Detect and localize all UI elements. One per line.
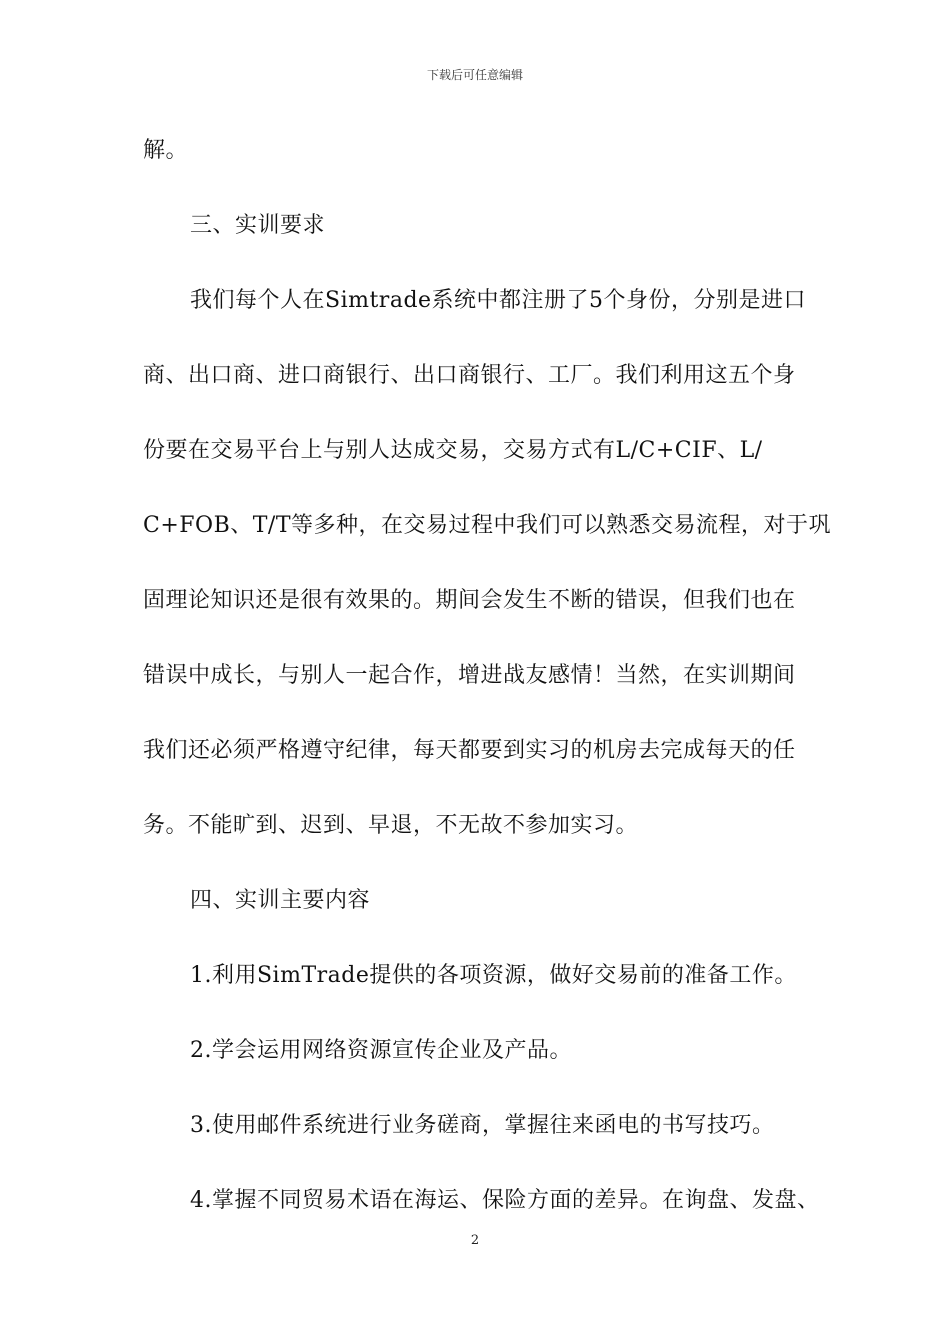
paragraph-line: 商、出口商、进口商银行、出口商银行、工厂。我们利用这五个身 [143,363,796,388]
section-heading: 三、实训要求 [190,213,326,238]
list-item: 1.利用SimTrade提供的各项资源，做好交易前的准备工作。 [190,963,797,988]
list-item: 3.使用邮件系统进行业务磋商，掌握往来函电的书写技巧。 [190,1113,775,1138]
paragraph-line: 我们每个人在Simtrade系统中都注册了5个身份，分别是进口 [190,288,807,313]
list-item: 4.掌握不同贸易术语在海运、保险方面的差异。在询盘、发盘、 [190,1188,820,1213]
page-number: 2 [470,1233,480,1248]
paragraph-line: 解。 [143,138,189,163]
paragraph-line: C+FOB、T/T等多种，在交易过程中我们可以熟悉交易流程，对于巩 [143,513,831,538]
list-item: 2.学会运用网络资源宣传企业及产品。 [190,1038,572,1063]
section-heading: 四、实训主要内容 [190,888,371,913]
paragraph-line: 固理论知识还是很有效果的。期间会发生不断的错误，但我们也在 [143,588,796,613]
paragraph-line: 务。不能旷到、迟到、早退，不无故不参加实习。 [143,813,639,838]
paragraph-line: 我们还必须严格遵守纪律，每天都要到实习的机房去完成每天的任 [143,738,796,763]
paragraph-line: 份要在交易平台上与别人达成交易，交易方式有L/C+CIF、L/ [143,438,763,463]
paragraph-line: 错误中成长，与别人一起合作，增进战友感情！当然，在实训期间 [143,663,796,688]
page-header: 下载后可任意编辑 [426,68,523,82]
